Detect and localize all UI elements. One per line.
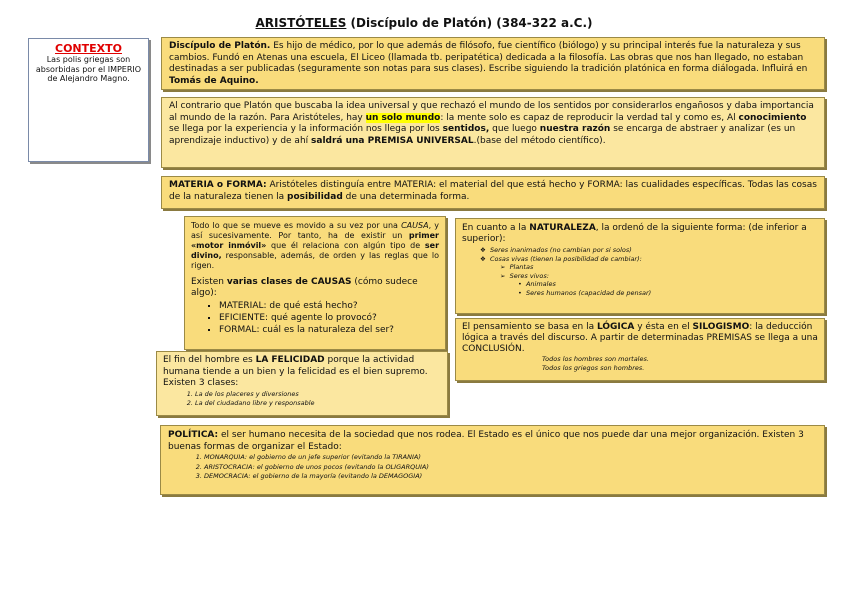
list-item: ▪ EFICIENTE: qué agente lo provocó? [219, 312, 439, 324]
list-item: 2. ARISTOCRACIA: el gobierno de unos pocos (evitando la OLIGARQUIA) [204, 463, 817, 473]
title-rest: (Discípulo de Platón) (384-322 a.C.) [346, 16, 593, 30]
contexto-box [28, 38, 149, 162]
politica-t1: el ser humano necesita de la sociedad que nos rodea. El Estado es el único que nos puede dar una mejor organización. Existen 3 buenas formas de organizar el Estado: [168, 430, 804, 452]
list-item: 2. La del ciudadano libre y responsable [195, 399, 441, 408]
conocimiento-bold: conocimiento [738, 112, 807, 123]
motor-t3: que él relaciona con algún tipo de [266, 241, 425, 250]
naturaleza-l1-0: Seres inanimados (no cambian por si solos) [489, 246, 632, 254]
logica-bold: LÓGICA [596, 322, 635, 332]
motor-text [191, 221, 439, 271]
discipulo-tail: Tomás de Aquino. [169, 75, 259, 86]
felicidad-t2: porque la actividad humana tiende a un bien y la felicidad es el bien supremo. Existen 3 clases: [163, 355, 428, 388]
sentidos-bold: sentidos, [442, 124, 490, 134]
motor-t4: responsable, además, de orden y las reglas que lo rigen. [191, 251, 439, 270]
materia-forma-box [161, 176, 825, 209]
causas-bold: varias clases de CAUSAS [226, 277, 352, 287]
felicidad-list [163, 390, 441, 408]
conocimiento-t1: Al contrario que Platón que buscaba la idea universal y que rechazó el mundo de los sentidos por considerarlos engañosos y daba importancia al mundo de la razón. Para Aristóteles, hay [169, 101, 814, 123]
list-item: 1. La de los placeres y diversiones [195, 390, 441, 399]
materia-forma-text [169, 180, 817, 203]
causas-box [184, 216, 446, 350]
felicidad-box [156, 351, 448, 416]
contexto-text: Las polis griegas son absorbidas por el IMPERIO de Alejandro Magno. [35, 55, 142, 83]
un-solo-mundo-highlight: un solo mundo [365, 112, 441, 123]
felicidad-bold: LA FELICIDAD [255, 355, 325, 365]
naturaleza-t1: En cuanto a la [462, 223, 530, 233]
naturaleza-list [462, 246, 818, 297]
contexto-heading: CONTEXTO [55, 42, 122, 55]
list-item: ▪ FORMAL: cuál es la naturaleza del ser? [219, 324, 439, 336]
naturaleza-t2: , la ordenó de la siguiente forma: (de inferior a superior): [462, 223, 807, 244]
naturaleza-l3-1: Seres humanos (capacidad de pensar) [525, 288, 652, 297]
posibilidad-bold: posibilidad [287, 191, 343, 202]
silogismo-example: Todos los griegos son hombres. [542, 364, 645, 372]
ser-divino-bold: ser divino, [191, 241, 440, 260]
politica-text [168, 430, 817, 453]
razon-bold: nuestra razón [539, 124, 611, 134]
causa-italic: CAUSA [401, 221, 429, 230]
conocimiento-t2: : la mente solo es capaz de reproducir la verdad tal y como es, Al [440, 112, 739, 123]
logica-t3: : la deducción lógica a través del discurso. A partir de determinadas PREMISAS se llega a una CONCLUSIÓN. [462, 322, 818, 354]
list-item: 3. DEMOCRACIA: el gobierno de la mayoría (evitando la DEMAGOGIA) [204, 472, 817, 482]
logica-text [462, 322, 818, 355]
causas-t2: (cómo sudece algo): [191, 277, 418, 298]
conocimiento-text [169, 101, 817, 147]
list-item: ❖ Seres inanimados (no cambian por si solos) [480, 246, 632, 254]
premisa-bold: saldrá una PREMISA UNIVERSAL [311, 135, 474, 146]
materia-forma-t1: Aristóteles distinguía entre MATERIA: el material del que está hecho y FORMA: las cualidades específicas. Todas las cosas de la naturaleza tienen la [169, 180, 817, 202]
conocimiento-t6: .(base del método científico). [473, 135, 606, 146]
naturaleza-text [462, 223, 818, 245]
list-item: ❖ Cosas vivas (tienen la posibilidad de cambiar): [480, 254, 642, 263]
felicidad-t1: El fin del hombre es [163, 355, 256, 365]
naturaleza-l1-1: Cosas vivas (tienen la posibilidad de cambiar): [489, 254, 642, 263]
discipulo-text [169, 41, 817, 87]
politica-box [160, 425, 825, 495]
discipulo-box [161, 37, 825, 90]
motor-inmovil-bold: primer «motor inmóvil» [191, 231, 439, 250]
logica-t2: y ésta en el [634, 322, 693, 332]
naturaleza-box [455, 218, 825, 314]
list-item: ➢ Seres vivos: [500, 271, 549, 280]
naturaleza-l3-0: Animales [525, 280, 556, 288]
naturaleza-l2-1: Seres vivos: [509, 271, 549, 280]
conocimiento-t3: se llega por la experiencia y la información nos llega por los [169, 124, 443, 134]
causas-t1: Existen [191, 277, 227, 287]
page-title [0, 16, 848, 30]
naturaleza-bold: NATURALEZA [529, 223, 596, 233]
politica-bold: POLÍTICA: [168, 430, 219, 440]
list-item: • Seres humanos (capacidad de pensar) [518, 288, 652, 297]
title-main: ARISTÓTELES [255, 16, 347, 30]
list-item: ➢ Plantas [500, 263, 534, 271]
discipulo-lead: Discípulo de Platón. [169, 41, 271, 51]
list-item: • Animales [518, 280, 556, 288]
conocimiento-t4: que luego [489, 124, 540, 134]
conocimiento-t5: se encarga de abstraer y analizar (es un aprendizaje inductivo) y de ahí [169, 124, 796, 146]
logica-box [455, 318, 825, 381]
motor-t1: Todo lo que se mueve es movido a su vez por una [191, 221, 402, 230]
conocimiento-box [161, 97, 825, 168]
politica-list [168, 453, 817, 482]
felicidad-text [163, 355, 441, 390]
causas-intro [191, 277, 439, 299]
silogismo-bold: SILOGISMO [692, 322, 750, 332]
silogismo-example: Todos los hombres son mortales. [542, 355, 649, 363]
motor-t2: , y así sucesivamente. Por tanto, ha de existir un [191, 221, 440, 240]
logica-t1: El pensamiento se basa en la [462, 322, 597, 332]
silogismo-examples [462, 355, 818, 373]
causas-list [191, 300, 439, 336]
materia-forma-lead: MATERIA o FORMA: [169, 180, 267, 190]
naturaleza-l2-0: Plantas [509, 263, 534, 271]
discipulo-body: Es hijo de médico, por lo que además de filósofo, fue científico (biólogo) y su principal interés fue la naturaleza y sus cambios. Fundó en Atenas una escuela, El Liceo (llamada tb. peripatética) dedicada a la filosofía. Las obras que nos han llegado, no estaban destinadas a ser publicadas (seguramente son notas para sus clases). Escribe siguiendo la tradición platónica en forma diálogada. Influirá en [169, 41, 808, 74]
materia-forma-t2: de una determinada forma. [342, 191, 470, 202]
list-item: 1. MONARQUIA: el gobierno de un jefe superior (evitando la TIRANIA) [204, 453, 817, 463]
list-item: ▪ MATERIAL: de qué está hecho? [219, 300, 439, 312]
